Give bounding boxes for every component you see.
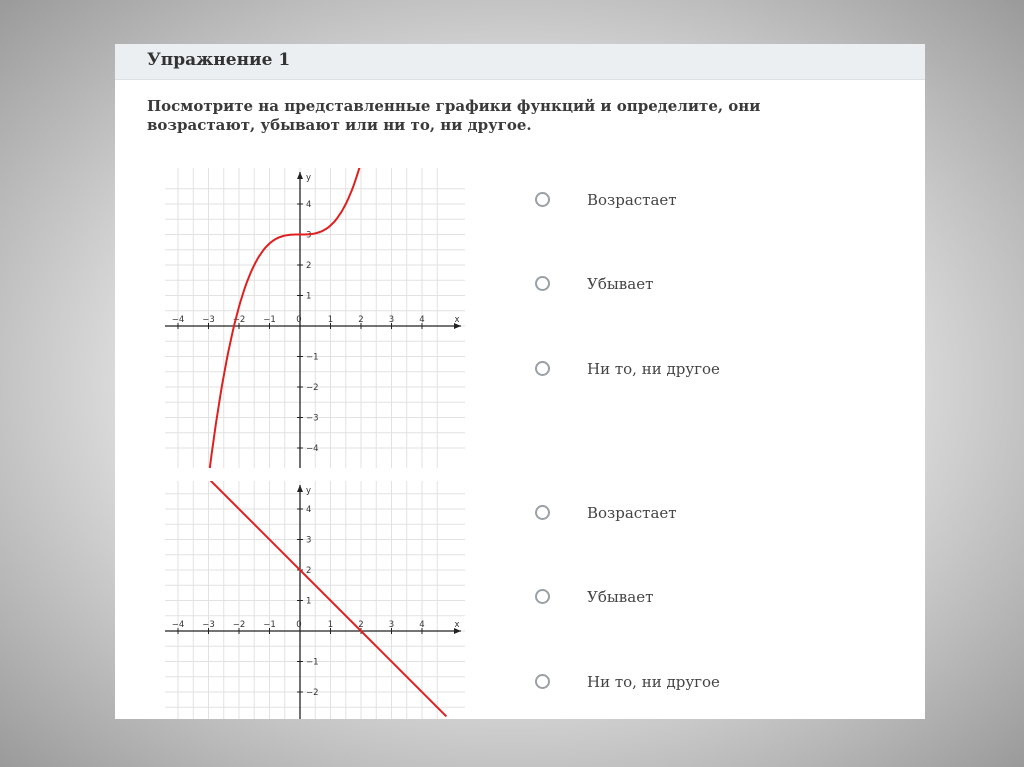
x-tick-label: −1 [263,315,276,325]
y-tick-label: −4 [306,444,319,454]
y-axis-arrow [297,172,303,179]
x-axis-label: x [454,315,460,325]
question-text: Посмотрите на представленные графики функций и определите, они возрастают, убывают или ни то, ни другое. [147,97,761,134]
radio-button[interactable] [535,505,550,520]
x-axis-label: x [454,620,460,630]
option-decreases-2[interactable] [535,586,795,612]
x-tick-label: 2 [358,315,364,325]
y-tick-label: 1 [306,596,312,607]
y-axis-label: y [306,173,312,183]
y-tick-label: 4 [306,505,312,515]
x-tick-label: −1 [263,620,276,630]
option-label: Убывает [587,588,654,606]
linear-graph [165,481,465,719]
y-tick-label: 4 [306,200,312,210]
x-tick-label: 0 [296,620,302,630]
y-tick-label: −2 [306,383,319,393]
option-label: Ни то, ни другое [587,360,720,378]
function-curve [209,481,447,716]
x-tick-label: 3 [388,315,395,325]
x-tick-label: −4 [171,620,185,630]
y-tick-label: −1 [306,657,319,668]
x-tick-label: 3 [388,620,395,630]
option-label: Возрастает [587,191,677,209]
option-label: Убывает [587,275,654,293]
header-bar [115,44,925,80]
option-increases-1[interactable] [535,189,795,215]
x-tick-label: 1 [327,620,334,630]
y-tick-label: 2 [306,261,312,271]
option-neither-1[interactable] [535,358,795,384]
x-tick-label: −3 [202,315,215,325]
x-tick-label: 2 [358,620,364,630]
x-tick-label: 4 [419,620,425,630]
x-tick-label: −2 [232,315,246,325]
y-axis-arrow [297,485,303,492]
cubic-graph [165,168,465,468]
option-label: Возрастает [587,504,677,522]
radio-button[interactable] [535,276,550,291]
y-tick-label: −3 [306,413,319,424]
option-increases-2[interactable] [535,502,795,528]
y-tick-label: 2 [306,566,312,576]
option-decreases-1[interactable] [535,273,795,299]
y-tick-label: 3 [306,230,312,241]
radio-button[interactable] [535,192,550,207]
x-tick-label: −3 [202,620,215,630]
x-tick-label: −2 [232,620,246,630]
x-tick-label: −4 [171,315,185,325]
option-label: Ни то, ни другое [587,673,720,691]
y-tick-label: 1 [306,291,312,302]
y-tick-label: −1 [306,352,319,363]
y-axis-label: y [306,486,312,496]
option-neither-2[interactable] [535,671,795,697]
x-tick-label: 1 [327,315,334,325]
x-tick-label: 4 [419,315,425,325]
radio-button[interactable] [535,589,550,604]
radio-button[interactable] [535,361,550,376]
radio-button[interactable] [535,674,550,689]
x-tick-label: 0 [296,315,302,325]
slide [115,44,925,719]
y-tick-label: −2 [306,688,319,698]
exercise-title: Упражнение 1 [147,50,291,70]
y-tick-label: 3 [306,535,312,546]
